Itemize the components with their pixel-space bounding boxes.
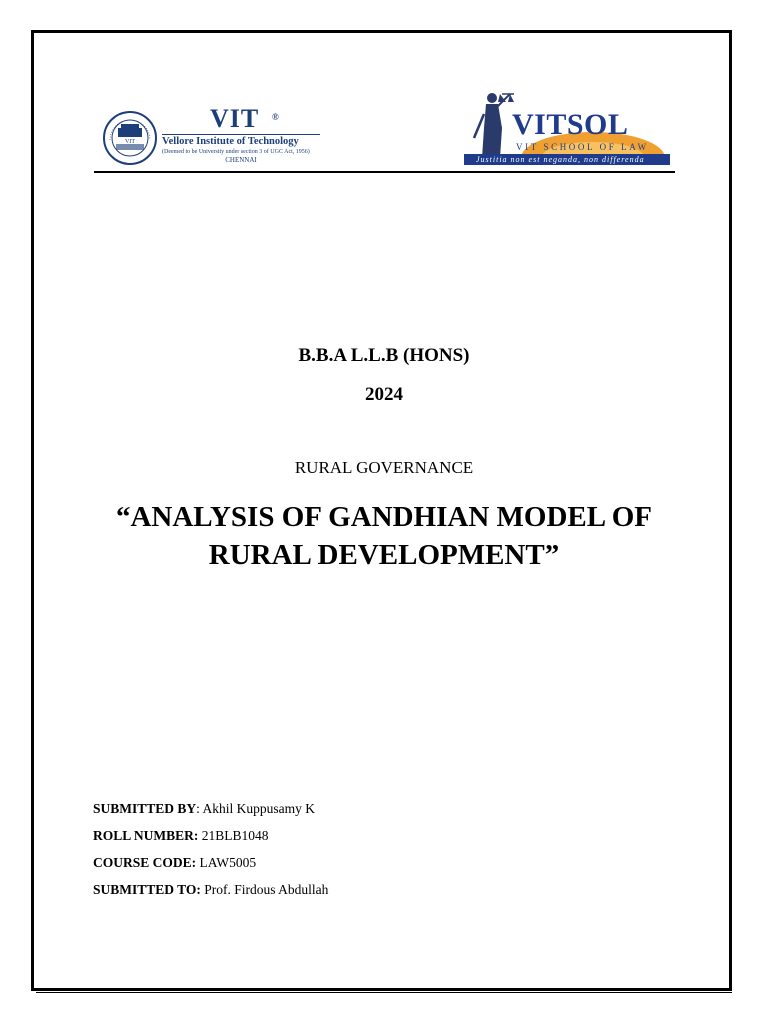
vitsol-wordmark: VITSOL bbox=[512, 108, 629, 141]
document-title-line-1: “ANALYSIS OF GANDHIAN MODEL OF bbox=[115, 501, 653, 533]
roll-number-label: ROLL NUMBER: bbox=[93, 828, 199, 843]
header-rule bbox=[94, 171, 675, 173]
document-title bbox=[60, 498, 708, 574]
course-code-label: COURSE CODE: bbox=[93, 855, 197, 870]
submitted-to-value: Prof. Firdous Abdullah bbox=[204, 882, 329, 897]
course-code-value: LAW5005 bbox=[199, 855, 257, 870]
vit-city: CHENNAI bbox=[225, 156, 257, 164]
header-logos bbox=[94, 88, 674, 174]
vitsol-motto: Justitia non est neganda, non differenda bbox=[476, 155, 645, 164]
vit-seal-icon bbox=[102, 110, 158, 166]
vitsol-logo bbox=[462, 88, 672, 168]
submitted-to-row bbox=[93, 881, 593, 908]
vitsol-subtitle: VIT SCHOOL OF LAW bbox=[516, 142, 649, 152]
submitted-by-separator: : bbox=[196, 801, 203, 816]
vit-deemed-note: (Deemed to be University under section 3 of UGC Act, 1956) bbox=[162, 149, 310, 155]
vit-rule bbox=[162, 134, 320, 135]
vit-registered-mark: ® bbox=[272, 112, 280, 122]
document-title-line-2: RURAL DEVELOPMENT” bbox=[208, 539, 560, 571]
vit-institution-name: Vellore Institute of Technology bbox=[162, 136, 299, 147]
roll-number-value: 21BLB1048 bbox=[201, 828, 269, 843]
vit-wordmark-text: VIT bbox=[210, 104, 260, 133]
course-code-row bbox=[93, 854, 593, 881]
subject-heading: RURAL GOVERNANCE bbox=[294, 458, 474, 477]
page-border-bottom-rule bbox=[36, 992, 732, 993]
submitted-by-value: Akhil Kuppusamy K bbox=[202, 801, 316, 816]
vit-text-block bbox=[162, 106, 327, 164]
submitted-by-label: SUBMITTED BY bbox=[93, 801, 197, 816]
submitted-by-row bbox=[93, 800, 593, 827]
submitted-to-label: SUBMITTED TO: bbox=[93, 882, 201, 897]
year-heading: 2024 bbox=[365, 384, 403, 405]
vit-wordmark bbox=[162, 106, 327, 132]
roll-number-row bbox=[93, 827, 593, 854]
vit-seal-text: VIT bbox=[125, 139, 135, 145]
degree-heading: B.B.A L.L.B (HONS) bbox=[298, 345, 470, 366]
vit-logo bbox=[102, 106, 327, 176]
submission-details bbox=[93, 800, 593, 908]
